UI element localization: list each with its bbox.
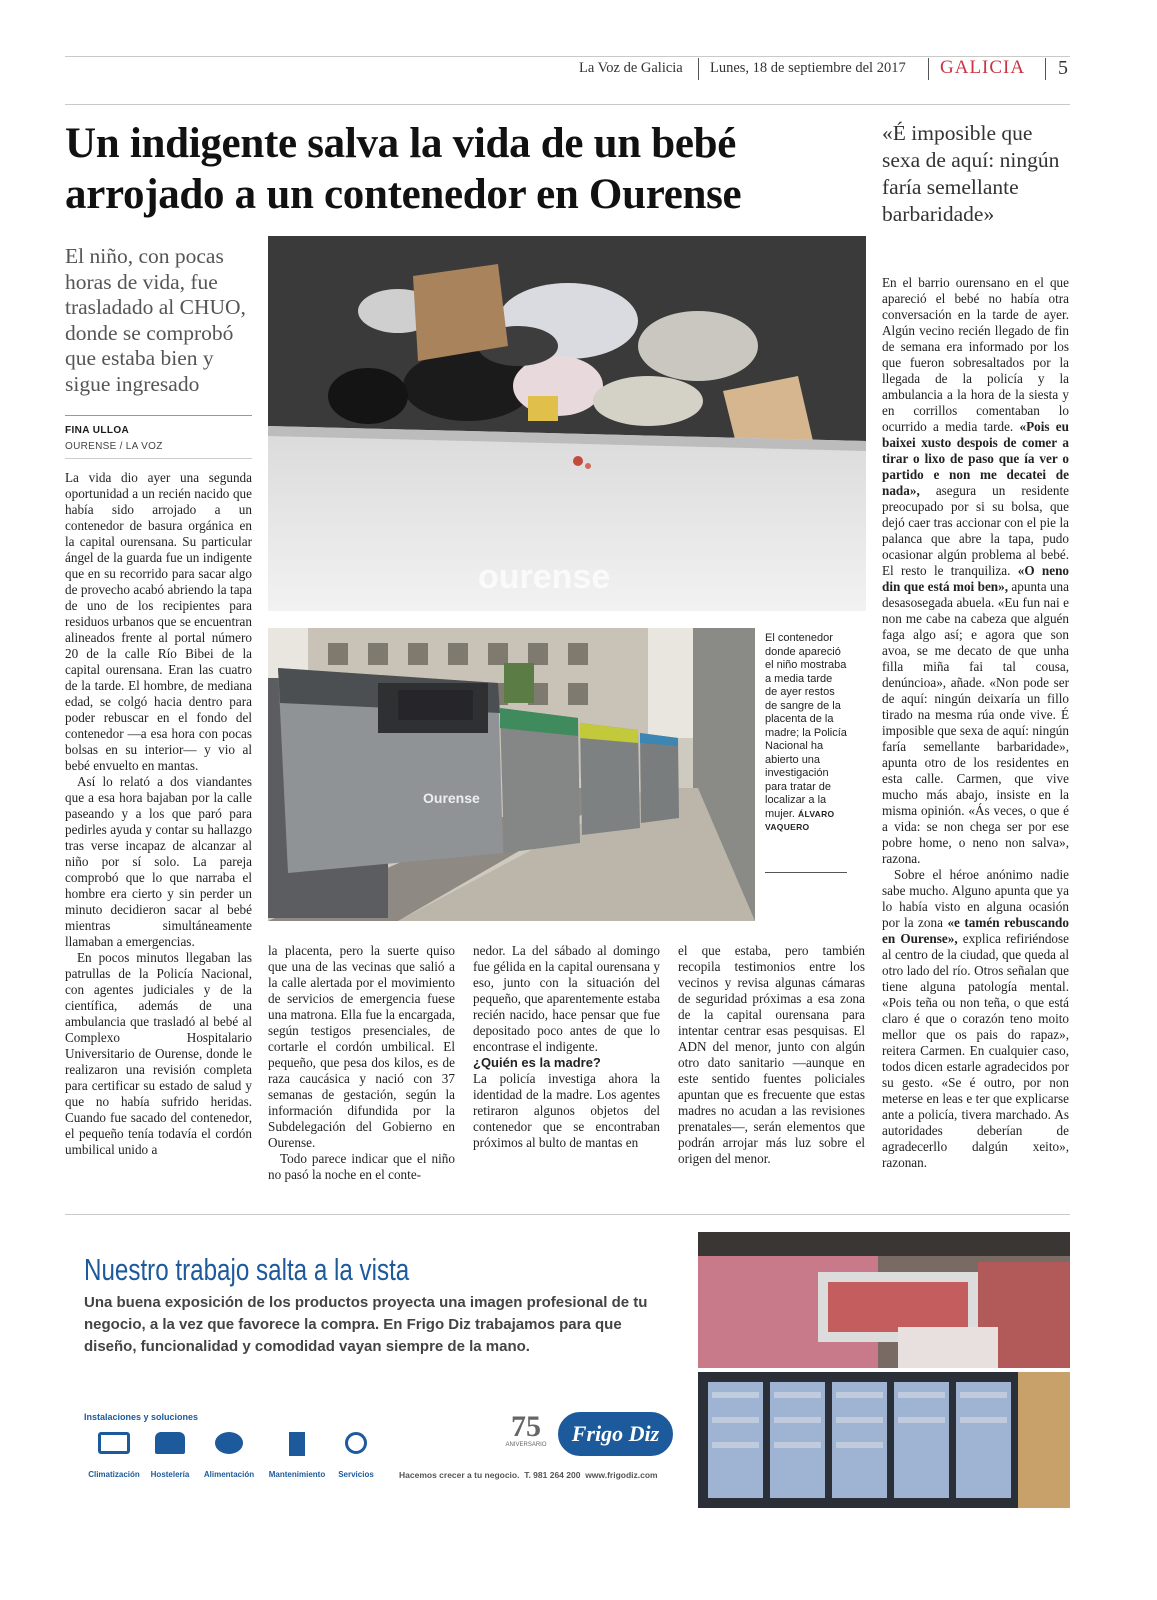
publication-name: La Voz de Galicia bbox=[579, 60, 683, 76]
paragraph: En pocos minutos llegaban las patrullas de la Policía Nacional, con agentes judiciales y de la científica, además de una ambulancia que trasladó al bebé al Complexo Hospitalario Universitario de Ourense, donde le realizaron una revisión completa para certificar su estado de salud y que no había sufrido heridas. Cuando fue sacado del contenedor, el pequeño tenía todavía el cordón umbilical unido a bbox=[65, 950, 252, 1157]
header-separator bbox=[928, 58, 929, 80]
paragraph: nedor. La del sábado al domingo fue gélida en la capital ourensana y eso, junto con la situación del pequeño, que aparentemente estaba recién nacido, hace pensar que fue depositado poco antes de que lo encontrase el indigente. bbox=[473, 943, 660, 1054]
page-number: 5 bbox=[1058, 57, 1068, 79]
paragraph: Sobre el héroe anónimo nadie sabe mucho. Alguno apunta que ya lo había visto en alguna ocasión por la zona «e tamén rebuscando en Ourense», explica refiriéndose al centro de la ciudad, que queda al otro lado del río. Otros señalan que tiene alguna patología mental. «Pois teña ou non teña, o que está claro é que o corazón teno moito mellor que os pais do rapaz», reitera Carmen. En cualquier caso, todos dicen estarle agradecidos por su gesto. «Se é outro, por non meterse en leas e ter que explicarse ante a policía, tivera marchado. As autoridades deberían de agradecerllo dalgún xeito», razonan. bbox=[882, 867, 1070, 1170]
service-climatizacion: Climatización bbox=[84, 1432, 144, 1479]
article-column-4 bbox=[678, 943, 865, 1167]
paragraph: En el barrio ourensano en el que apareció el bebé no había otra conversación en la tarde de ayer. Algún vecino recién llegado de fin de semana era informado por los que fueron sobresaltados por la llegada de la policía y la ambulancia a la hora de la siesta y en corrillos comentaban lo ocurrido a media tarde. «Pois eu baixei xusto despois de comer a tirar o lixo de paso que ía ver o partido e non me decatei de nada», asegura un residente preocupado por si su bolsa, que dejó caer tras accionar con el pie la palanca que abre la tapa, pudo ocasionar algún problema al bebé. El resto le tranquiliza. «O neno din que está moi ben», apunta una desasosegada abuela. «Eu fun nai e non me cabe na cabeza que alguén faga algo así; e agora que son avoa, se me decato de que unha filla miña fai tal cousa, denúncioa», añade. «Non pode ser de aquí: ningún deixaría un fillo tirado na mesma rúa onde vive. É imposible que sexa de aquí: ningún faría semellante barbaridade», apunta otro de los residentes en esta calle. Carmen, que vive mucho más abajo, insiste en la misma opinión. «Ás veces, o que é a vida: se non chega ser por ese pobre home, o neno non salva», razona. bbox=[882, 275, 1070, 866]
header-separator bbox=[1045, 58, 1046, 80]
brand-name: Frigo Diz bbox=[571, 1421, 660, 1446]
issue-date: Lunes, 18 de septiembre del 2017 bbox=[710, 60, 906, 76]
article-column-2 bbox=[268, 943, 455, 1183]
frigo-diz-logo[interactable] bbox=[558, 1412, 673, 1456]
photo-credit: ÁLVARO VAQUERO bbox=[765, 808, 835, 832]
paragraph: La policía investiga ahora la identidad de la madre. Los agentes retiraron algunos objetos del contenedor que se encontraban próximos al bulto de mantas en bbox=[473, 1071, 660, 1150]
paragraph: Así lo relató a dos viandantes que a esa hora bajaban por la calle paseando y a los que paró para pedirles ayuda y contar su hallazgo tras verse incapaz de alcanzar al niño por sí solo. La pareja comprobó que lo que narraba el hombre era cierto y sin perder un minuto decidieron sacar al bebé mientras simultáneamente llamaban a emergencias. bbox=[65, 774, 252, 949]
header-separator bbox=[698, 58, 699, 80]
top-rule bbox=[65, 56, 1070, 57]
article-subtitle: El niño, con pocas horas de vida, fue trasladado al CHUO, donde se comprobó que estaba bien y sigue ingresado bbox=[65, 244, 246, 396]
sidebar-quote-headline: «É imposible que sexa de aquí: ningún faría semellante barbaridade» bbox=[882, 121, 1060, 226]
author-location: OURENSE / LA VOZ bbox=[65, 441, 163, 452]
byline-bottom-rule bbox=[65, 458, 252, 459]
service-hosteleria: Hostelería bbox=[145, 1432, 195, 1479]
ad-headline: Nuestro trabajo salta a la vista bbox=[84, 1252, 410, 1287]
ad-footer-line: Hacemos crecer a tu negocio. T. 981 264 200 www.frigodiz.com bbox=[399, 1470, 658, 1480]
paragraph: Todo parece indicar que el niño no pasó la noche en el conte- bbox=[268, 1151, 455, 1182]
paragraph: el que estaba, pero también recopila testimonios entre los vecinos y revisa algunas cámaras de seguridad próximas a esa zona de la capital ourensana para intentar centrar esas pesquisas. El ADN del menor, junto con algún otro dato sanitario —aunque en este sentido fuentes policiales apuntan que es frecuente que estas madres no acudan a las revisiones prenatales—, serán elementos que podrán arrojar más luz sobre el origen del menor. bbox=[678, 943, 865, 1166]
service-servicios: Servicios bbox=[334, 1432, 378, 1479]
container-photo bbox=[268, 236, 866, 611]
article-bottom-rule bbox=[65, 1214, 1070, 1215]
section-name: GALICIA bbox=[940, 57, 1026, 78]
supermarket-photo-bottom bbox=[698, 1372, 1070, 1508]
food-icon bbox=[215, 1432, 243, 1454]
service-360-icon bbox=[345, 1432, 367, 1454]
street-containers-photo bbox=[268, 628, 755, 921]
air-conditioning-icon bbox=[98, 1432, 130, 1454]
paragraph: la placenta, pero la suerte quiso que una de las vecinas que salió a la calle alertada por el movimiento de servicios de emergencia fuese una matrona. Ella fue la encargada, según testigos presenciales, de cortarle el cordón umbilical. El pequeño, que pesa dos kilos, es de raza caucásica y nació con 37 semanas de gestación, según la información difundida por la Subdelegación del Gobierno en Ourense. bbox=[268, 943, 455, 1150]
sidebar-column bbox=[882, 275, 1069, 1171]
article-column-3 bbox=[473, 943, 660, 1151]
header-bottom-rule bbox=[65, 104, 1070, 105]
paragraph: La vida dio ayer una segunda oportunidad a un recién nacido que había sido arrojado a un contenedor de basura orgánica en la capital ourensana. Su particular ángel de la guarda fue un indigente que en su recorrido para sacar algo de provecho acabó abriendo la tapa de uno de los recipientes para residuos urbanos que se encuentran alineados frente al portal número 20 de la calle Río Bibei de la capital ourensana. Eran las cuatro de la tarde. El hombre, de mediana edad, se colgó hacia dentro para poder rebuscar en el fondo del contenedor —a esa hora con pocas bolsas en su interior— y vio al bebé envuelto en mantas. bbox=[65, 470, 252, 773]
tools-icon bbox=[289, 1432, 305, 1456]
svg-text:Ourense: Ourense bbox=[423, 790, 480, 806]
ad-services-label: Instalaciones y soluciones bbox=[84, 1412, 199, 1422]
service-alimentacion: Alimentación bbox=[200, 1432, 258, 1479]
photo-caption bbox=[765, 632, 847, 835]
byline-rule bbox=[65, 415, 252, 416]
caption-text: El contenedor donde apareció el niño mostraba a media tarde de ayer restos de sangre de la placenta de la madre; la Policía Nacional ha abierto una investigación para tratar de localizar a la mujer. bbox=[765, 632, 847, 820]
article-column-1 bbox=[65, 470, 252, 1158]
subheading: ¿Quién es la madre? bbox=[473, 1055, 601, 1070]
ad-body-text: Una buena exposición de los productos proyecta una imagen profesional de tu negocio, a la vez que favorece la compra. En Frigo Diz trabajamos para que diseño, funcionalidad y comodidad vayan siempre de la mano. bbox=[84, 1294, 648, 1355]
anniversary-badge: 75 ANIVERSARIO bbox=[505, 1410, 547, 1448]
article-headline: Un indigente salva la vida de un bebé arrojado a un contenedor en Ourense bbox=[65, 120, 742, 218]
supermarket-photo-top bbox=[698, 1232, 1070, 1368]
caption-rule bbox=[765, 872, 847, 873]
author-name: FINA ULLOA bbox=[65, 425, 130, 436]
hotel-icon bbox=[155, 1432, 185, 1454]
svg-text:ourense: ourense bbox=[478, 558, 611, 596]
service-mantenimiento: Mantenimiento bbox=[264, 1432, 330, 1479]
